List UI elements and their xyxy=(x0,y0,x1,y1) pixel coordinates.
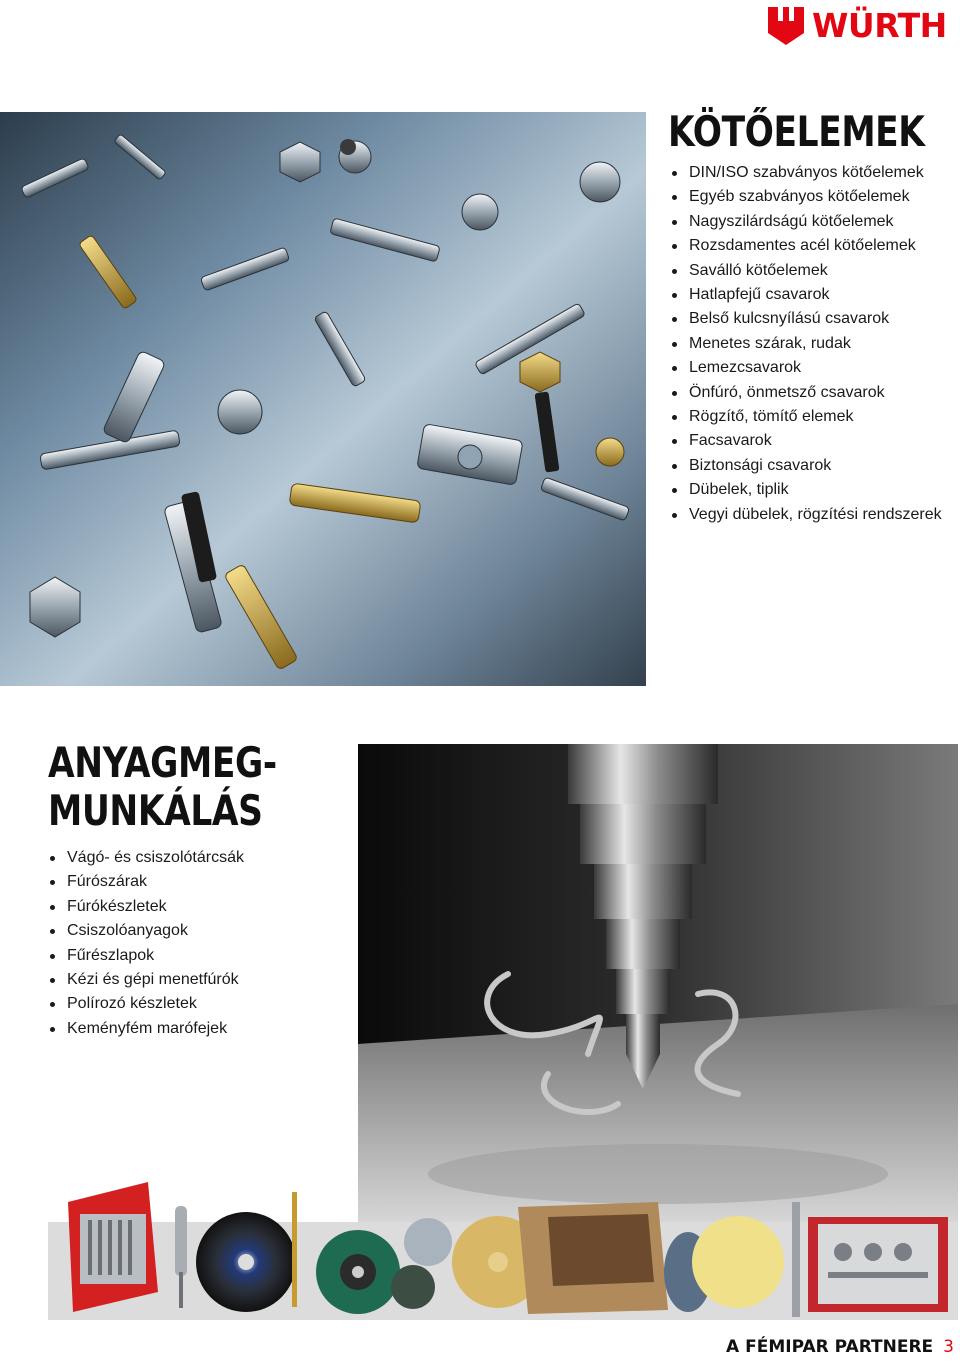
list-item: Vegyi dübelek, rögzítési rendszerek xyxy=(670,503,942,527)
metalworking-list xyxy=(48,846,244,1041)
brand-name: WÜRTH xyxy=(812,6,947,45)
list-item: Nagyszilárdságú kötőelemek xyxy=(670,210,942,234)
wurth-logo[interactable] xyxy=(766,5,956,47)
step-drill-photo xyxy=(358,744,958,1222)
list-item: Hatlapfejű csavarok xyxy=(670,283,942,307)
list-item: Önfúró, önmetsző csavarok xyxy=(670,381,942,405)
list-item: DIN/ISO szabványos kötőelemek xyxy=(670,161,942,185)
list-item: Rozsdamentes acél kötőelemek xyxy=(670,234,942,258)
list-item: Fúrókészletek xyxy=(48,895,244,919)
list-item: Kézi és gépi menetfúrók xyxy=(48,968,244,992)
tools-products-photo xyxy=(48,1162,958,1320)
list-item: Menetes szárak, rudak xyxy=(670,332,942,356)
page-number: 3 xyxy=(943,1337,954,1357)
list-item: Dübelek, tiplik xyxy=(670,478,942,502)
list-item: Saválló kötőelemek xyxy=(670,259,942,283)
fasteners-photo xyxy=(0,112,646,686)
list-item: Fúrószárak xyxy=(48,870,244,894)
section-title-fasteners: KÖTŐELEMEK xyxy=(668,107,925,156)
wurth-logo-mark-icon xyxy=(766,5,806,47)
list-item: Fűrészlapok xyxy=(48,944,244,968)
section-title-metalworking-line2: MUNKÁLÁS xyxy=(48,786,263,835)
list-item: Keményfém marófejek xyxy=(48,1017,244,1041)
section-title-metalworking-line1: ANYAGMEG- xyxy=(48,738,277,787)
list-item: Egyéb szabványos kötőelemek xyxy=(670,185,942,209)
list-item: Polírozó készletek xyxy=(48,992,244,1016)
list-item: Belső kulcsnyílású csavarok xyxy=(670,307,942,331)
fasteners-list xyxy=(670,161,942,527)
list-item: Rögzítő, tömítő elemek xyxy=(670,405,942,429)
list-item: Vágó- és csiszolótárcsák xyxy=(48,846,244,870)
footer xyxy=(726,1334,954,1360)
footer-tagline: A FÉMIPAR PARTNERE xyxy=(726,1337,934,1357)
list-item: Facsavarok xyxy=(670,429,942,453)
list-item: Csiszolóanyagok xyxy=(48,919,244,943)
list-item: Lemezcsavarok xyxy=(670,356,942,380)
list-item: Biztonsági csavarok xyxy=(670,454,942,478)
